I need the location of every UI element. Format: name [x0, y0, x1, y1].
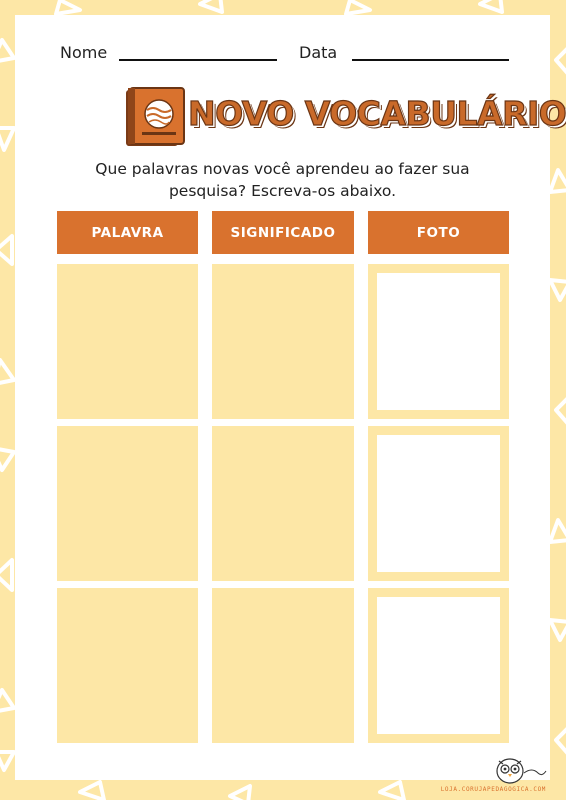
website-footer[interactable]: LOJA.CORUJAPEDAGOGICA.COM	[440, 786, 546, 793]
meaning-cell-row-1[interactable]	[212, 264, 354, 419]
instructions-line-1: Que palavras novas você aprendeu ao fazer sua	[95, 160, 470, 178]
date-field-line[interactable]	[352, 59, 509, 61]
photo-cell-row-3[interactable]	[368, 588, 509, 743]
instructions-text	[40, 158, 525, 202]
photo-cell-row-1[interactable]	[368, 264, 509, 419]
meaning-cell-row-3[interactable]	[212, 588, 354, 743]
name-field-line[interactable]	[119, 59, 277, 61]
photo-cell-row-2[interactable]	[368, 426, 509, 581]
word-cell-row-1[interactable]	[57, 264, 198, 419]
title-banner	[110, 80, 566, 152]
name-label: Nome	[60, 43, 108, 62]
photo-frame	[377, 435, 500, 572]
page-title: NOVO VOCABULÁRIO	[188, 94, 566, 133]
column-header-palavra: PALAVRA	[57, 211, 198, 254]
column-header-foto: FOTO	[368, 211, 509, 254]
word-cell-row-3[interactable]	[57, 588, 198, 743]
owl-logo-icon	[494, 755, 548, 785]
instructions-line-2: pesquisa? Escreva-os abaixo.	[168, 182, 397, 200]
book-icon	[122, 86, 192, 150]
word-cell-row-2[interactable]	[57, 426, 198, 581]
photo-frame	[377, 273, 500, 410]
date-label: Data	[299, 43, 338, 62]
photo-frame	[377, 597, 500, 734]
meaning-cell-row-2[interactable]	[212, 426, 354, 581]
column-header-significado: SIGNIFICADO	[212, 211, 354, 254]
